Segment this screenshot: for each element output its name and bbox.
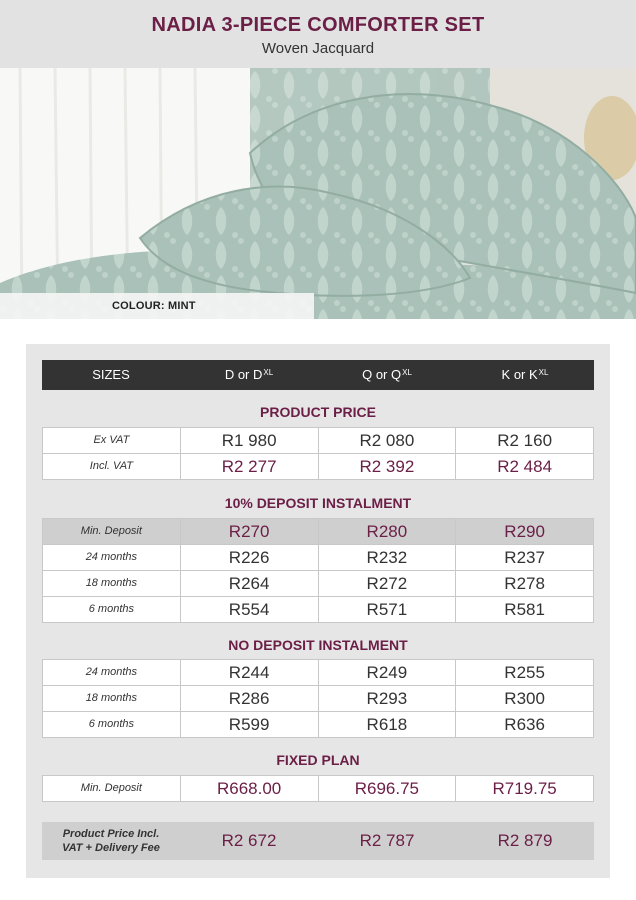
pricing-panel [26, 344, 610, 878]
page-header [0, 0, 636, 68]
total-price-double: R2 672 [221, 831, 277, 850]
no-deposit-instalment-title: NO DEPOSIT INSTALMENT [228, 637, 408, 653]
size-king: K or $K^{XL}$ [501, 367, 549, 382]
comforter-illustration [0, 68, 636, 319]
no-deposit-instalment-table [42, 659, 594, 738]
table-row: Incl. VAT R2 277 R2 392 R2 484 [43, 454, 594, 480]
fixed-plan-table [42, 775, 594, 802]
table-row: 6 months R554 R571 R581 [43, 597, 594, 623]
deposit-instalment-table [42, 518, 594, 623]
product-price-table [42, 427, 594, 480]
table-row: 6 months R599 R618 R636 [43, 712, 594, 738]
product-price-title: PRODUCT PRICE [260, 404, 376, 420]
deposit-instalment-title: 10% DEPOSIT INSTALMENT [224, 495, 412, 511]
total-price-queen: R2 787 [359, 831, 415, 850]
table-row: Ex VAT R1 980 R2 080 R2 160 [43, 428, 594, 454]
size-double: D or $D^{XL}$ [224, 367, 274, 382]
table-row: Min. Deposit R668.00 R696.75 R719.75 [43, 776, 594, 802]
sizes-header-bar [42, 360, 594, 390]
table-row: 18 months R264 R272 R278 [43, 571, 594, 597]
size-queen: Q or $Q^{XL}$ [362, 367, 412, 382]
table-row: Min. Deposit R270 R280 R290 [43, 519, 594, 545]
colour-label: COLOUR: MINT [0, 293, 314, 319]
table-row: 24 months R244 R249 R255 [43, 660, 594, 686]
table-row: 18 months R286 R293 R300 [43, 686, 594, 712]
sizes-label: SIZES [92, 367, 130, 382]
product-photo [0, 68, 636, 319]
table-row: 24 months R226 R232 R237 [43, 545, 594, 571]
total-price-king: R2 879 [497, 831, 553, 850]
total-price-label: Product Price Incl. VAT + Delivery Fee [62, 828, 160, 854]
fixed-plan-title: FIXED PLAN [276, 752, 360, 768]
product-title: NADIA 3-PIECE COMFORTER SET [151, 14, 485, 36]
total-price-row [42, 822, 594, 860]
product-subtitle: Woven Jacquard [261, 40, 375, 57]
